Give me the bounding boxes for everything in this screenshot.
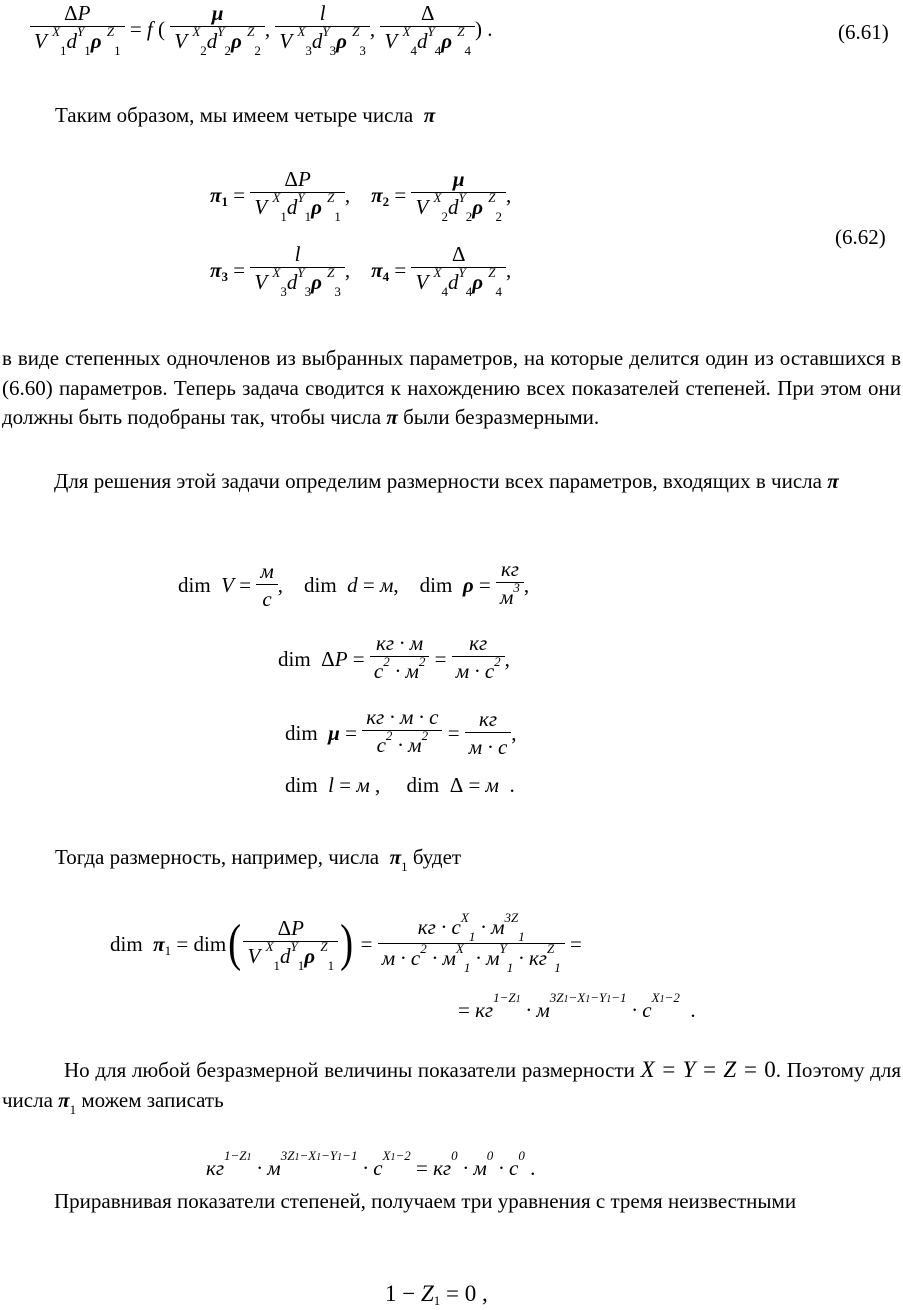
paragraph-but-tail2: можем записать xyxy=(81,1087,224,1112)
dim-pi1-result: = кг 1−Z1 · м 3Z1−X1−Y1−1 · с X1−2 . xyxy=(458,990,696,1022)
pi-symbol: π xyxy=(386,405,398,429)
fraction: $\frac{l}{V ^X_3d^Y_3\rho ^Z_3}$ xyxy=(250,241,345,299)
text-then: Тогда размерность, например, числа xyxy=(55,845,380,869)
paragraph-equate-text: Приравнивая показатели степеней, получаем три уравнения с тремя неизвестными xyxy=(54,1189,797,1213)
exponent-equality: кг 1−Z1 · м 3Z1−X1−Y1−1 · с X1−2 = кг 0 · м 0 · с 0 . xyxy=(206,1148,536,1180)
xyz-zero: X = Y = Z = 0 xyxy=(640,1057,776,1082)
equation-number: (6.62) xyxy=(835,225,886,249)
dim-equations-row1: dim V = $\frac{м}{с}$ , dim d = м , dim ρ = $\frac{кг}{м^3}$ , xyxy=(178,555,529,615)
dim-equations-row3: dim μ = $\frac{кг \cdot м \cdot с}{с^2 \cdot м^2}$ = $\frac{кг}{м \cdot с}$ , xyxy=(285,702,517,764)
pi-symbol: π xyxy=(58,1087,70,1112)
dim-equations-row4: dim l = м , dim Δ = м . xyxy=(285,772,515,797)
fraction: $\frac{\mu}{V ^X_2d^Y_2\rho ^Z_2}$ xyxy=(170,0,265,58)
text-thus-line xyxy=(55,103,435,128)
fraction: $\frac{l}{V ^X_3d^Y_3\rho ^Z_3}$ xyxy=(275,0,370,58)
equation-6-62-row1: π 1 = $\frac{\Delta P}{V ^X_1d^Y_1\rho ^Z_1}$ , π 2 = $\frac{\mu}{V ^X_2d^Y_2\rho ^Z_2}$ , xyxy=(210,167,512,224)
paragraph-degree-tail: были безразмерными. xyxy=(403,405,600,429)
paragraph-equate xyxy=(2,1187,901,1217)
text-thus: Таким образом, мы имеем четыре числа xyxy=(55,103,414,127)
text-then-line: Тогда размерность, например, числа $\pi_1$ будет xyxy=(55,845,462,874)
paragraph-but: Но для любой безразмерной величины показатели размерности X = Y = Z = 0. Поэтому для числа $\pi_1$ можем записать xyxy=(2,1057,902,1117)
equation-number: (6.61) xyxy=(838,20,889,44)
pi-symbol: π xyxy=(384,845,402,869)
paragraph-degree xyxy=(2,344,901,433)
pi-symbol: π xyxy=(827,469,839,493)
paragraph-but-tail: . Поэтому для числа xyxy=(2,1058,902,1112)
equation-6-62-row2: π 3 = $\frac{l}{V ^X_3d^Y_3\rho ^Z_3}$ , π 4 = $\frac{\Delta}{V ^X_4d^Y_4\rho ^Z_4}$ , xyxy=(210,242,512,299)
paragraph-but-text: Но для любой безразмерной величины показатели размерности xyxy=(64,1058,635,1082)
paragraph-solve xyxy=(2,467,901,497)
dim-equations-row2: dim Δ P = $\frac{кг \cdot м}{с^2 \cdot м^2}$ = $\frac{кг}{м \cdot с^2}$ , xyxy=(278,628,510,690)
equation-6-61: $\frac{\Delta P}{V ^X_1d^Y_1\rho ^Z_1}$ = f ( $\frac{\mu}{V ^X_2d^Y_2\rho ^Z_2}$ , $\frac{l}{V ^X_3d^Y_3\rho ^Z_3}$ , $\frac{\Delta}{V ^X_4d^Y_4\rho ^Z_4}$ ) . xyxy=(30,0,493,58)
pi-symbol: π xyxy=(418,103,436,127)
fraction: $\frac{\Delta}{V ^X_4d^Y_4\rho ^Z_4}$ xyxy=(380,0,475,58)
fraction: $\frac{\Delta P}{V ^X_1d^Y_1\rho ^Z_1}$ xyxy=(30,0,125,58)
paragraph-solve-text: Для решения этой задачи определим размерности всех параметров, входящих в числа xyxy=(54,469,822,493)
equation-z1: 1 − Z 1 = 0 , xyxy=(385,1281,488,1308)
fraction: $\frac{\Delta}{V ^X_4d^Y_4\rho ^Z_4}$ xyxy=(411,241,506,299)
fraction: $\frac{\Delta P}{V ^X_1d^Y_1\rho ^Z_1}$ xyxy=(250,166,345,224)
text-then-tail: будет xyxy=(412,845,462,869)
fraction: $\frac{\mu}{V ^X_2d^Y_2\rho ^Z_2}$ xyxy=(411,166,506,224)
paragraph-degree-text: в виде степенных одночленов из выбранных параметров, на которые делится один из оставшихся в (6.60) параметров. Теперь задача сводится к нахождению всех показателей степеней. При этом они должны быть подобраны так, чтобы числа xyxy=(2,346,901,429)
dim-pi1-equation: dim π 1 = dim ( $\frac{\Delta P}{V ^X_1d^Y_1\rho ^Z_1}$ ) = $\frac{кг \cdot с^X_1 \cdot м^{3Z}_1}{м \cdot с^2 \cdot м^X_1 \cdot м^Y_1 \cdot кг^Z_1}$ = xyxy=(110,909,582,975)
